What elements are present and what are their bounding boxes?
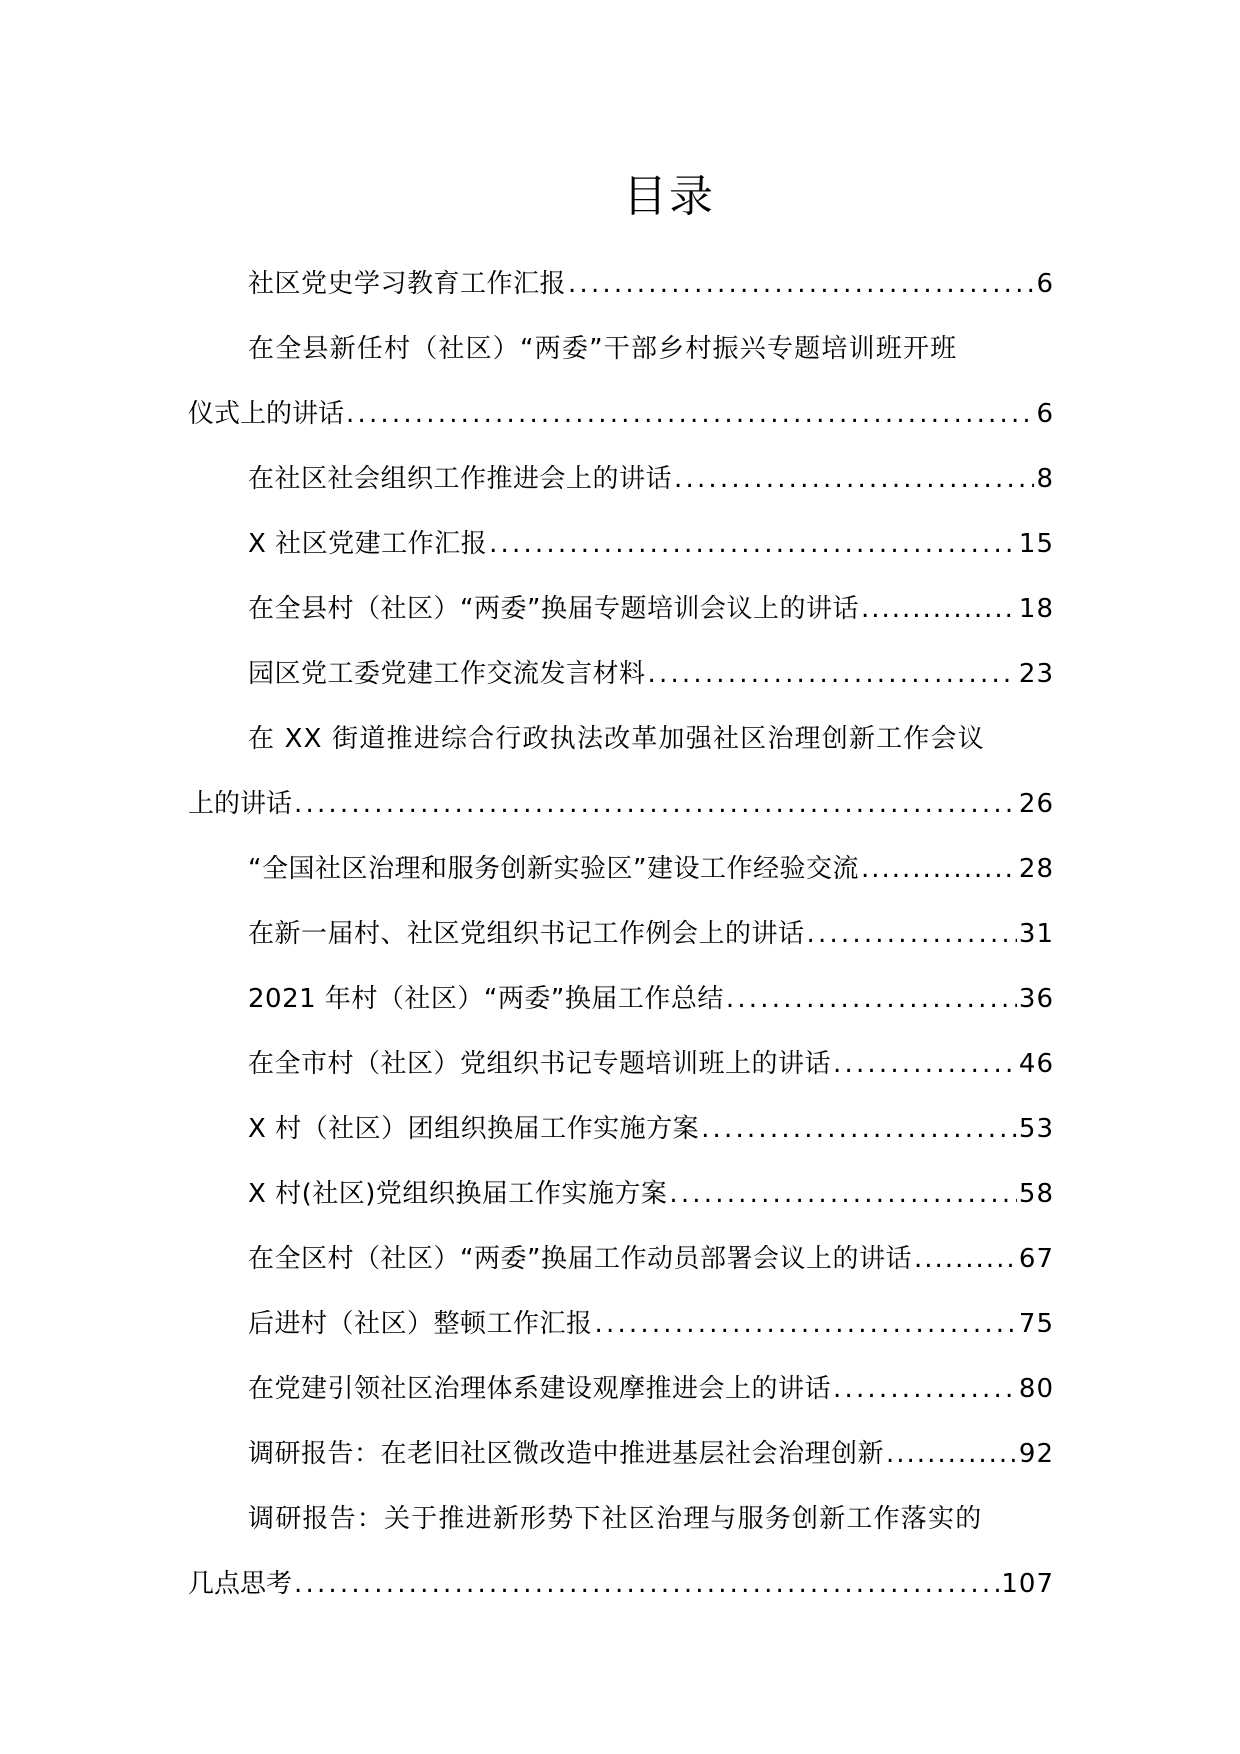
toc-entry-title-line1: 在全县新任村（社区）“两委”干部乡村振兴专题培训班开班 [248, 334, 958, 364]
toc-entry-page: 15 [1018, 529, 1054, 559]
dot-leader [807, 917, 1017, 951]
toc-entry-page: 58 [1018, 1179, 1054, 1209]
dot-leader [568, 267, 1034, 301]
toc-entry-title-line2: 几点思考 [188, 1569, 293, 1599]
toc-entry-title-line1: 在 XX 街道推进综合行政执法改革加强社区治理创新工作会议 [248, 724, 985, 754]
toc-entry-page: 107 [1001, 1569, 1054, 1599]
toc-entry-title-line2: 上的讲话 [188, 789, 293, 819]
dot-leader [669, 1177, 1017, 1211]
toc-entry-page: 80 [1018, 1374, 1054, 1404]
toc-entry[interactable] [188, 691, 1054, 821]
toc-entry-page: 92 [1018, 1439, 1054, 1469]
dot-leader [833, 1372, 1017, 1406]
toc-entry-page: 31 [1018, 919, 1054, 949]
toc-entry-page: 53 [1018, 1114, 1054, 1144]
toc-entry-title: 在全县村（社区）“两委”换届专题培训会议上的讲话 [248, 594, 859, 624]
toc-entry-title: 社区党史学习教育工作汇报 [248, 269, 567, 299]
dot-leader [886, 1437, 1017, 1471]
dot-leader [648, 657, 1017, 691]
toc-entry[interactable] [188, 1211, 1054, 1276]
toc-entry-page: 6 [1036, 269, 1054, 299]
toc-entry-page: 8 [1036, 464, 1054, 494]
toc-entry-title: X 村(社区)党组织换届工作实施方案 [248, 1179, 668, 1209]
toc-entry[interactable] [188, 301, 1054, 431]
dot-leader [701, 1112, 1017, 1146]
toc-entry[interactable] [188, 1341, 1054, 1406]
dot-leader [595, 1307, 1017, 1341]
toc-entry[interactable] [188, 821, 1054, 886]
toc-entry[interactable] [188, 1471, 1054, 1601]
toc-entry[interactable] [188, 951, 1054, 1016]
toc-entry[interactable] [188, 561, 1054, 626]
toc-title: 目录 [623, 171, 715, 222]
dot-leader [294, 787, 1017, 821]
toc-entry-title-line2: 仪式上的讲话 [188, 399, 345, 429]
toc-entry-page: 46 [1018, 1049, 1054, 1079]
toc-entry-title: 在全市村（社区）党组织书记专题培训班上的讲话 [248, 1049, 832, 1079]
toc-entry-title: X 村（社区）团组织换届工作实施方案 [248, 1114, 700, 1144]
toc-entry-title: 2021 年村（社区）“两委”换届工作总结 [248, 984, 724, 1014]
toc-entry[interactable] [188, 1016, 1054, 1081]
toc-entry-title: X 社区党建工作汇报 [248, 529, 488, 559]
toc-entry-page: 26 [1018, 789, 1054, 819]
toc-entry-title: 在社区社会组织工作推进会上的讲话 [248, 464, 673, 494]
toc-entry-page: 6 [1036, 399, 1054, 429]
toc-entry-page: 67 [1018, 1244, 1054, 1274]
toc-entry[interactable] [188, 626, 1054, 691]
toc-entry-title: 在新一届村、社区党组织书记工作例会上的讲话 [248, 919, 805, 949]
dot-leader [914, 1242, 1017, 1276]
dot-leader [674, 462, 1034, 496]
toc-entry-title: 在党建引领社区治理体系建设观摩推进会上的讲话 [248, 1374, 832, 1404]
toc-entry-title: 调研报告：在老旧社区微改造中推进基层社会治理创新 [248, 1439, 885, 1469]
toc-entry[interactable] [188, 431, 1054, 496]
toc-entry-title: 在全区村（社区）“两委”换届工作动员部署会议上的讲话 [248, 1244, 912, 1274]
table-of-contents [188, 236, 1054, 1601]
toc-entry-page: 75 [1018, 1309, 1054, 1339]
toc-entry[interactable] [188, 496, 1054, 561]
dot-leader [833, 1047, 1017, 1081]
toc-entry-title: “全国社区治理和服务创新实验区”建设工作经验交流 [248, 854, 859, 884]
toc-entry-page: 23 [1018, 659, 1054, 689]
toc-entry-title: 园区党工委党建工作交流发言材料 [248, 659, 646, 689]
toc-entry[interactable] [188, 1276, 1054, 1341]
toc-entry-title: 后进村（社区）整顿工作汇报 [248, 1309, 593, 1339]
dot-leader [861, 852, 1017, 886]
dot-leader [726, 982, 1017, 1016]
toc-entry[interactable] [188, 236, 1054, 301]
dot-leader [861, 592, 1017, 626]
dot-leader [346, 397, 1034, 431]
toc-entry[interactable] [188, 1081, 1054, 1146]
toc-entry[interactable] [188, 1146, 1054, 1211]
dot-leader [294, 1567, 999, 1601]
toc-entry-page: 36 [1018, 984, 1054, 1014]
toc-entry-title-line1: 调研报告：关于推进新形势下社区治理与服务创新工作落实的 [248, 1504, 983, 1534]
toc-entry[interactable] [188, 886, 1054, 951]
toc-entry-page: 28 [1018, 854, 1054, 884]
toc-entry[interactable] [188, 1406, 1054, 1471]
toc-entry-page: 18 [1018, 594, 1054, 624]
dot-leader [489, 527, 1017, 561]
